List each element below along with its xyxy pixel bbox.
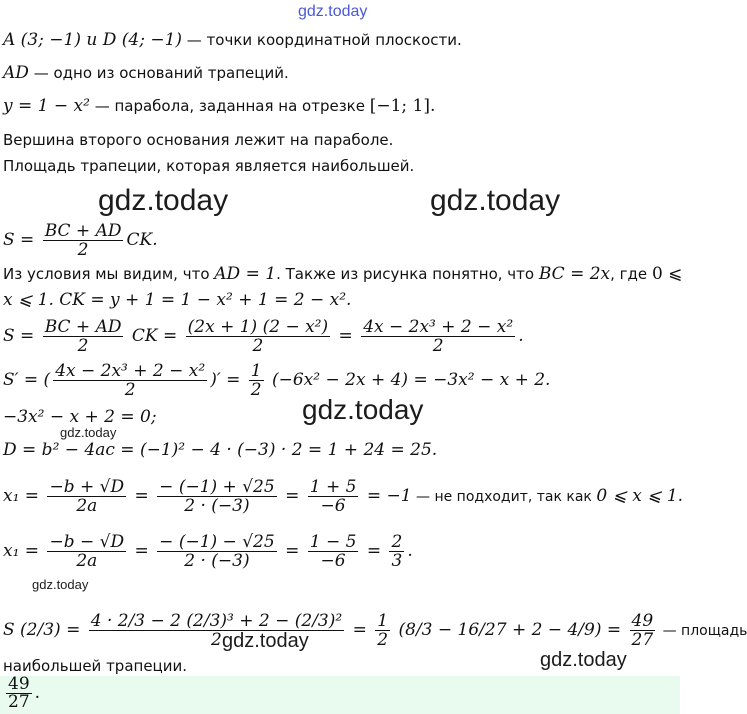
answer-band (0, 676, 680, 714)
watermark-big-left: gdz.today (98, 184, 229, 217)
fraction: $\frac{2}{3}$ (391, 532, 403, 571)
fraction: $\frac{49}{27}$ (631, 611, 654, 650)
fraction: $\frac{-b + √D}{2a}$ (49, 477, 125, 516)
problem-points: A (3; −1) и D (4; −1) — точки координатной плоскости. (3, 30, 462, 50)
fraction: $\frac{\text{4x − 2x³ + 2 − x²}}{2}$ (363, 317, 514, 356)
fraction: $\frac{BC + AD}{2}$ (44, 317, 122, 356)
root-x1: x₁ = $\frac{-b + √D}{2a}$ = $\frac{- (-1) + √25}{2 \cdot (-3)}$ = $\frac{1 + 5}{-6}$ = −1 — не подходит, так как 0 ⩽ x ⩽ 1. (3, 477, 684, 516)
fraction: $\frac{BC + AD}{2}$ (44, 221, 122, 260)
problem-base: AD — одно из оснований трапеций. (3, 63, 289, 83)
formula-area: S = $\frac{BC + AD}{2}$ CK. (3, 221, 158, 260)
problem-area: Площадь трапеции, которая является наибольшей. (3, 157, 415, 175)
fraction: $\frac{- (-1) + √25}{2 \cdot (-3)}$ (159, 477, 275, 516)
problem-parabola: y = 1 − x² — парабола, заданная на отрезке [−1; 1]. (3, 96, 436, 116)
formula-final: S (2/3) = $\frac{\text{4 · 2/3 − 2 (2/3)³ + 2 − (2/3)²}}{2}$ = $\frac{1}{2}$ (8/3 − 16/27 + 2 − 4/9) = $\frac{49}{27}$ — площадь (3, 611, 747, 650)
discriminant: D = b² − 4ac = (−1)² − 4 · (−3) · 2 = 1 + 24 = 25. (3, 440, 438, 460)
fraction: $\frac{49}{27}$ (8, 674, 30, 712)
watermark-top: gdz.today (298, 3, 368, 20)
watermark-small-2: gdz.today (32, 577, 89, 592)
fraction: $\frac{1}{2}$ (377, 611, 389, 650)
fraction: $\frac{\text{4 · 2/3 − 2 (2/3)³ + 2 − (2/3)²}}{2}$ (90, 611, 343, 650)
equation-zero: −3x² − x + 2 = 0; (3, 407, 157, 427)
ck-line: x ⩽ 1. CK = y + 1 = 1 − x² + 1 = 2 − x². (3, 290, 352, 310)
fraction: $\frac{\text{(2x + 1) (2 − x²)}}{2}$ (187, 317, 329, 356)
condition-line: Из условия мы видим, что AD = 1. Также из рисунка понятно, что BC = 2x, где 0 ⩽ (3, 264, 683, 284)
watermark-big-right: gdz.today (430, 184, 561, 217)
fraction: $\frac{\text{4x − 2x³ + 2 − x²}}{2}$ (55, 361, 206, 400)
fraction: $\frac{1}{2}$ (250, 361, 262, 400)
fraction: $\frac{- (-1) - √25}{2 \cdot (-3)}$ (159, 532, 275, 571)
watermark-small-1: gdz.today (60, 425, 117, 440)
answer: $\frac{49}{27}$ . (8, 674, 41, 712)
watermark-inline: gdz.today (222, 630, 309, 652)
final-note: наибольшей трапеции. (3, 657, 188, 675)
watermark-bottom: gdz.today (540, 649, 627, 671)
watermark-mid: gdz.today (302, 394, 424, 425)
fraction: $\frac{1 + 5}{-6}$ (309, 477, 357, 516)
fraction: $\frac{1 - 5}{-6}$ (309, 532, 357, 571)
fraction: $\frac{-b - √D}{2a}$ (49, 532, 125, 571)
formula-derivative: S′ = ( $\frac{\text{4x − 2x³ + 2 − x²}}{2}$ )′ = $\frac{1}{2}$ (−6x² − 2x + 4) = −3x² − x + 2. (3, 361, 551, 400)
root-x2: x₁ = $\frac{-b - √D}{2a}$ = $\frac{- (-1) - √25}{2 \cdot (-3)}$ = $\frac{1 - 5}{-6}$ = $\frac{2}{3}$ . (3, 532, 413, 571)
formula-area-expanded: S = $\frac{BC + AD}{2}$ CK = $\frac{\text{(2x + 1) (2 − x²)}}{2}$ = $\frac{\text{4x − 2x³ + 2 − x²}}{2}$ . (3, 317, 524, 356)
problem-vertex: Вершина второго основания лежит на параболе. (3, 131, 394, 149)
